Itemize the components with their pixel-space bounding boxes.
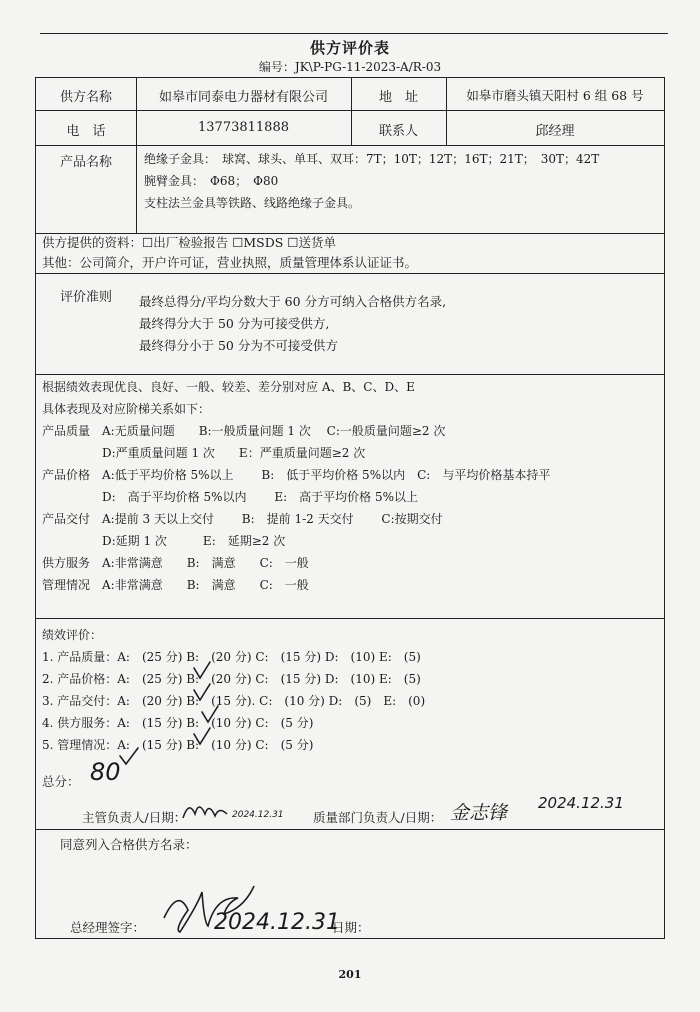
- evaluation-line: 4. 供方服务：A: (15 分) B: (10 分) C: (5 分): [42, 716, 314, 730]
- materials-other: 其他：公司简介，开户许可证，营业执照，质量管理体系认证证书。: [42, 255, 418, 270]
- approval-label: 同意列入合格供方名录：: [60, 837, 198, 852]
- check-mark-icon: [194, 662, 210, 678]
- rule-line: 具体表现及对应阶梯关系如下：: [42, 402, 211, 416]
- criteria-line: 最终得分小于 50 分为不可接受供方: [139, 338, 338, 353]
- rule-line: D:严重质量问题 1 次 E：严重质量问题≥2 次: [42, 446, 366, 460]
- gm-signature-label: 总经理签字：: [70, 920, 146, 935]
- evaluation-line: 1. 产品质量：A: (25 分) B: (20 分) C: (15 分) D: (10) E: (5): [42, 650, 421, 664]
- supplier-name-label: 供方名称: [59, 90, 112, 105]
- supervisor-signature: [181, 798, 229, 824]
- materials-section: [42, 233, 417, 273]
- document-number: 编号：JK\P-PG-11-2023-A/R-03: [258, 60, 442, 74]
- form-title: 供方评价表: [309, 39, 390, 57]
- supervisor-date: 2024.12.31: [232, 810, 284, 820]
- product-line: 腕臂金具： Φ68； Φ80: [144, 174, 279, 188]
- total-score-value: 80: [90, 758, 121, 786]
- contact-label: 联系人: [378, 124, 418, 139]
- supplier-name-value: 如皋市同泰电力器材有限公司: [158, 90, 328, 105]
- check-mark-icon: [202, 706, 218, 722]
- evaluation-form: [35, 77, 665, 939]
- address-label: 地 址: [378, 90, 418, 105]
- criteria-line: 最终总得分/平均分数大于 60 分方可纳入合格供方名录,: [139, 294, 447, 309]
- product-line: 支柱法兰金具等铁路、线路绝缘子金具。: [144, 196, 361, 210]
- rule-line: D: 高于平均价格 5%以内 E: 高于平均价格 5%以上: [42, 490, 418, 504]
- top-rule: [40, 33, 668, 34]
- gm-date: 2024.12.31: [214, 910, 340, 935]
- materials-checklist: 供方提供的资料：☐出厂检验报告 ☐MSDS ☐送货单: [42, 235, 337, 250]
- check-mark-icon: [194, 684, 210, 700]
- rule-line: 产品交付 A:提前 3 天以上交付 B: 提前 1-2 天交付 C:按期交付: [42, 512, 443, 526]
- check-mark-icon: [120, 748, 138, 764]
- evaluation-line: 2. 产品价格：A: (25 分) B: (20 分) C: (15 分) D: (10) E: (5): [42, 672, 421, 686]
- criteria-list: [139, 291, 446, 357]
- quality-signature: 金志锋: [450, 802, 508, 824]
- product-list: [144, 148, 599, 214]
- supervisor-signature-label: 主管负责人/日期：: [82, 810, 187, 825]
- rule-line: 根据绩效表现优良、良好、一般、较差、差分别对应 A、B、C、D、E: [42, 380, 415, 394]
- evaluation-line: 3. 产品交付：A: (20 分) B: (15 分). C: (10 分) D: (5) E: (0): [42, 694, 426, 708]
- rule-line: 产品质量 A:无质量问题 B:一般质量问题 1 次 C:一般质量问题≥2 次: [42, 424, 446, 438]
- rule-line: 管理情况 A:非常满意 B: 满意 C: 一般: [42, 578, 309, 592]
- contact-value: 邱经理: [535, 124, 575, 139]
- rule-line: 产品价格 A:低于平均价格 5%以上 B: 低于平均价格 5%以内 C: 与平均价格基本持平: [42, 468, 551, 482]
- quality-date: 2024.12.31: [538, 794, 624, 812]
- criteria-label: 评价准则: [59, 290, 112, 305]
- address-value: 如皋市磨头镇天阳村 6 组 68 号: [466, 88, 644, 103]
- total-score-label: 总分：: [42, 774, 80, 789]
- product-line: 绝缘子金具： 球窝、球头、单耳、双耳：7T；10T；12T；16T；21T； 30T；42T: [144, 152, 600, 166]
- quality-signature-label: 质量部门负责人/日期：: [313, 810, 443, 825]
- rule-line: 供方服务 A:非常满意 B: 满意 C: 一般: [42, 556, 309, 570]
- phone-label: 电 话: [66, 124, 106, 139]
- evaluation-heading: 绩效评价：: [42, 628, 103, 642]
- phone-value: 13773811888: [198, 120, 289, 135]
- page-number: 201: [338, 968, 362, 981]
- check-mark-icon: [194, 728, 210, 744]
- evaluation-line: 5. 管理情况：A: (15 分) B: (10 分) C: (5 分): [42, 738, 314, 752]
- criteria-line: 最终得分大于 50 分为可接受供方,: [139, 316, 330, 331]
- check-marks: [36, 638, 336, 768]
- rule-line: D:延期 1 次 E: 延期≥2 次: [42, 534, 286, 548]
- date-label: 日期：: [332, 920, 370, 935]
- grading-rules: [42, 376, 550, 596]
- product-name-label: 产品名称: [59, 155, 112, 170]
